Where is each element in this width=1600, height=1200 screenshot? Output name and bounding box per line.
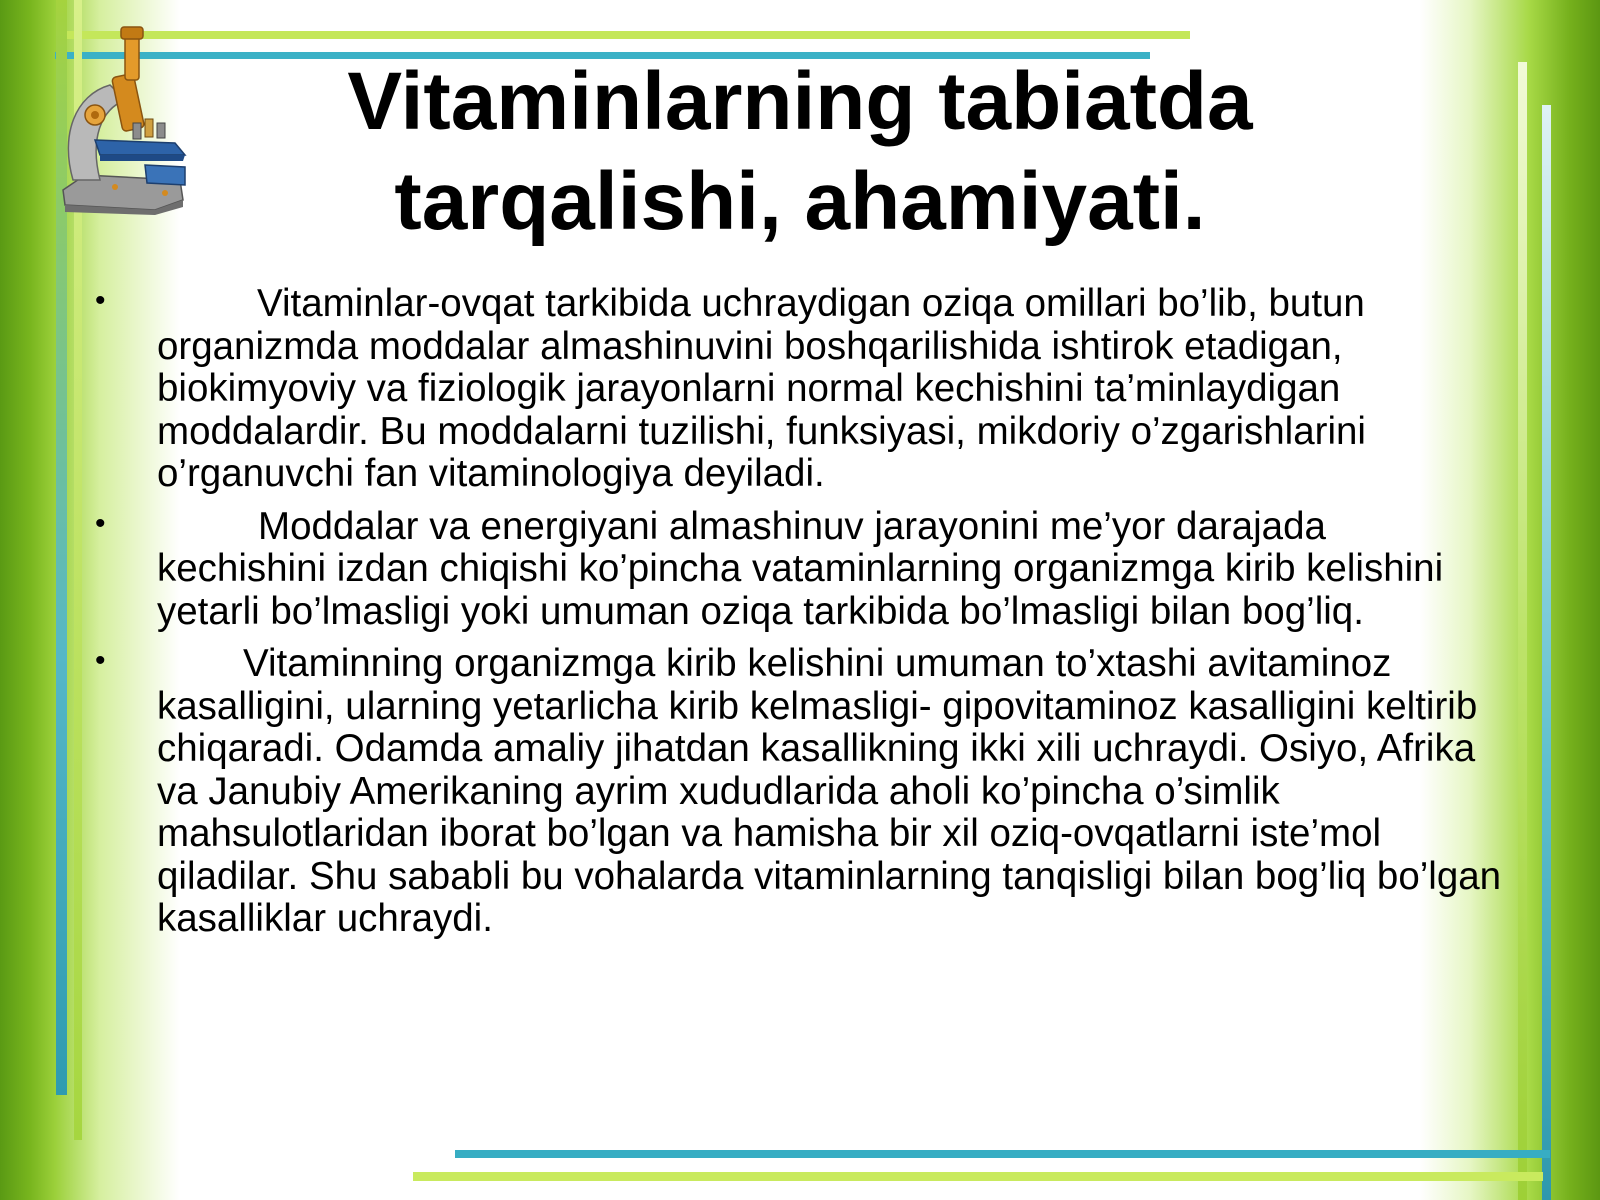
list-item bbox=[95, 506, 1505, 634]
decorative-line-bottom-green bbox=[413, 1172, 1543, 1181]
paragraph-text: Vitaminning organizmga kirib kelishini umuman to’xtashi avitaminoz kasalligini, ularning yetarlicha kirib kelmasligi- gipovitaminoz kasalligini keltirib chiqaradi. Odamda amaliy jihatdan kasallikning ikki xili uchraydi. Osiyo, Afrika va Janubiy Amerikaning ayrim xududlarida aholi ko’pincha o’simlik mahsulotlaridan iborat bo’lgan va hamisha bir xil oziq-ovqatlarni iste’mol qiladilar. Shu sababli bu vohalarda vitaminlarning tanqisligi bilan bog’liq bo’lgan kasalliklar uchraydi. bbox=[157, 642, 1502, 940]
bullet-icon: • bbox=[95, 506, 106, 540]
slide-title: Vitaminlarning tabiatda tarqalishi, ahamiyati. bbox=[347, 56, 1253, 247]
bullet-icon: • bbox=[95, 284, 106, 317]
list-item bbox=[95, 643, 1505, 941]
decorative-line-right-teal bbox=[1542, 105, 1551, 1200]
microscope-icon bbox=[55, 15, 200, 215]
decorative-line-right-green bbox=[1518, 62, 1527, 1200]
list-item bbox=[95, 283, 1505, 496]
paragraph-text: Moddalar va energiyani almashinuv jarayonini me’yor darajada kechishini izdan chiqishi ko’pincha vataminlarning organizmga kirib kelishini yetarli bo’lmasligi yoki umuman oziqa tarkibida bo’lmasligi bilan bog’liq. bbox=[157, 504, 1444, 633]
paragraph-text: Vitaminlar-ovqat tarkibida uchraydigan oziqa omillari bo’lib, butun organizmda moddalar almashinuvini boshqarilishida ishtirok etadigan, biokimyoviy va fiziologik jarayonlarni normal kechishini ta’minlaydigan moddalardir. Bu moddalarni tuzilishi, funksiyasi, mikdoriy o’zgarishlarini o’rganuvchi fan vitaminologiya deyiladi. bbox=[157, 282, 1366, 495]
decorative-line-top-green bbox=[60, 31, 1190, 39]
bullet-list bbox=[95, 283, 1505, 951]
bullet-icon: • bbox=[95, 644, 106, 677]
decorative-line-bottom-teal bbox=[455, 1150, 1550, 1158]
